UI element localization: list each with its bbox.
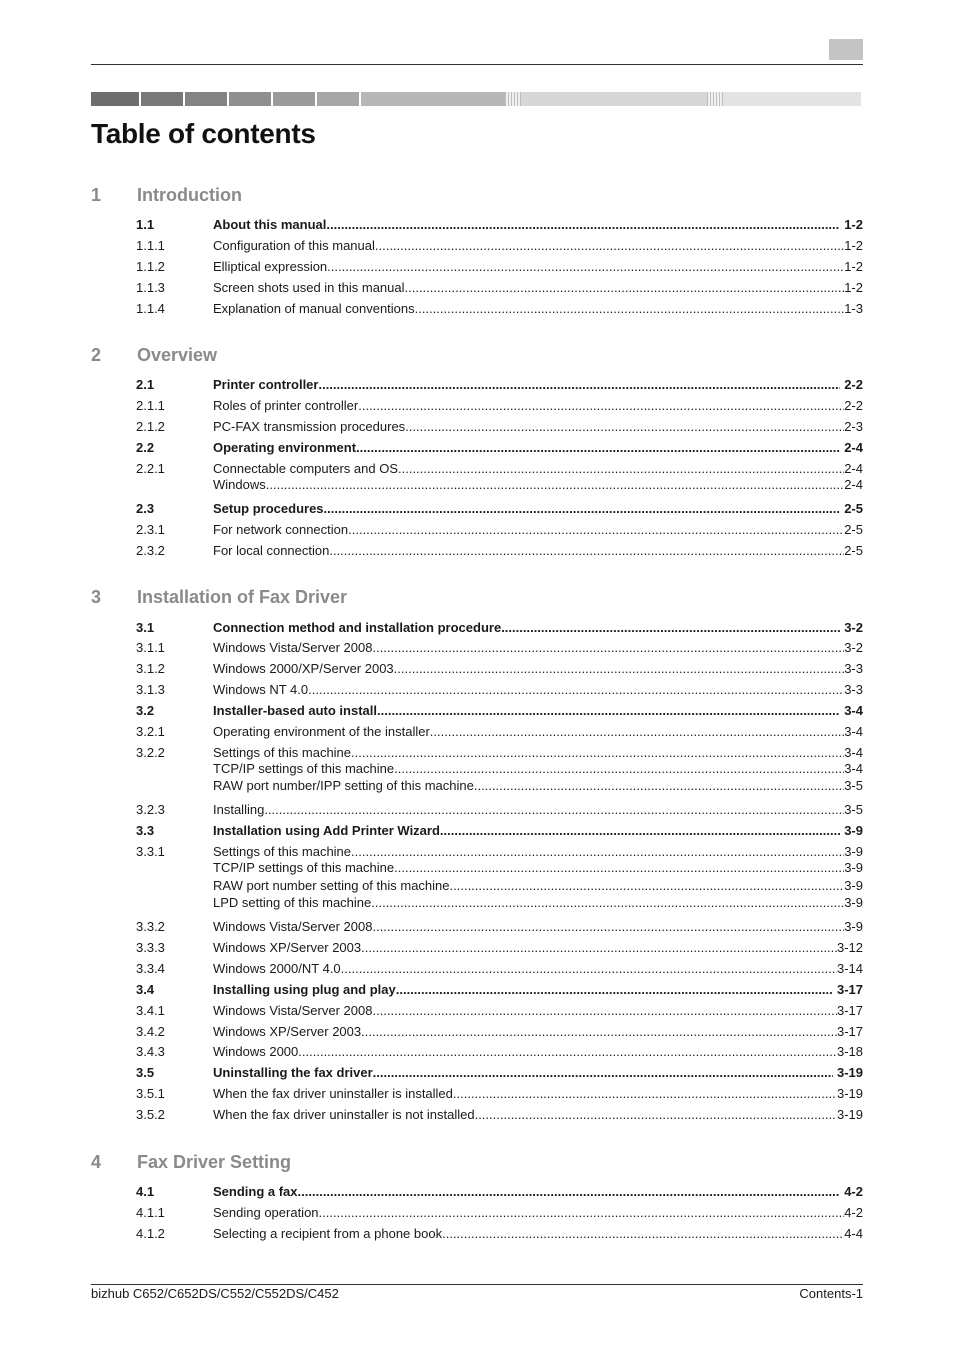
entry-label: About this manual [213, 217, 327, 232]
entry-page: 3-17 [836, 1024, 863, 1039]
entry-page: 3-18 [836, 1044, 863, 1059]
toc-entry[interactable] [136, 1204, 863, 1221]
dot-leader [394, 760, 844, 777]
entry-label: LPD setting of this machine [213, 895, 372, 910]
dot-leader [298, 1043, 837, 1060]
entry-number: 2.3.2 [136, 543, 165, 558]
dot-leader [375, 237, 844, 254]
entry-line [213, 981, 863, 998]
entry-number: 3.2.1 [136, 724, 165, 739]
toc-entry[interactable] [136, 777, 863, 794]
entry-line [213, 1225, 863, 1242]
entry-number: 3.2.2 [136, 745, 165, 760]
entry-line [213, 439, 863, 456]
decorative-bar-segment [229, 92, 271, 106]
entry-label: Connection method and installation procedure [213, 620, 502, 635]
entry-line [213, 376, 863, 393]
toc-entry[interactable] [136, 660, 863, 677]
dot-leader [324, 500, 841, 517]
entry-line [213, 500, 863, 517]
entry-line [213, 1023, 863, 1040]
toc-section-entry[interactable] [136, 1183, 863, 1200]
entry-label: Windows Vista/Server 2008 [213, 919, 373, 934]
entry-label: Windows 2000 [213, 1044, 299, 1059]
entry-label: RAW port number setting of this machine [213, 878, 450, 893]
dot-leader [372, 639, 844, 656]
entry-number: 3.3.2 [136, 919, 165, 934]
entry-page: 3-17 [836, 982, 863, 997]
entry-line [213, 300, 863, 317]
toc-entry[interactable] [136, 300, 863, 317]
dot-leader [394, 660, 845, 677]
entry-page: 3-9 [844, 895, 863, 910]
entry-page: 3-3 [844, 661, 863, 676]
chapter-title: Overview [137, 345, 218, 365]
entry-line [213, 681, 863, 698]
entry-number: 1.1.3 [136, 280, 165, 295]
dot-leader [351, 744, 844, 761]
toc-section-entry[interactable] [136, 500, 863, 517]
entry-label: Printer controller [213, 377, 319, 392]
entry-line [213, 960, 863, 977]
entry-number: 1.1.2 [136, 259, 165, 274]
dot-leader [361, 1023, 837, 1040]
dot-leader [394, 859, 844, 876]
entry-label: Setup procedures [213, 501, 324, 516]
header-tab-box [829, 39, 863, 60]
entry-label: Installer-based auto install [213, 703, 377, 718]
entry-label: Windows Vista/Server 2008 [213, 640, 373, 655]
entry-label: When the fax driver uninstaller is not installed [213, 1107, 475, 1122]
toc-entry[interactable] [136, 1023, 863, 1040]
entry-line [213, 258, 863, 275]
dot-leader [358, 397, 844, 414]
dot-leader [398, 460, 844, 477]
entry-page: 1-2 [844, 217, 863, 232]
entry-label: Selecting a recipient from a phone book [213, 1226, 443, 1241]
toc-entry[interactable] [136, 521, 863, 538]
entry-line [213, 760, 863, 777]
toc-entry[interactable] [136, 237, 863, 254]
entry-page: 4-2 [844, 1205, 863, 1220]
entry-page: 3-4 [844, 724, 863, 739]
dot-leader [264, 801, 844, 818]
decorative-bar-segment [505, 92, 521, 106]
entry-line [213, 542, 863, 559]
dot-leader [298, 1183, 841, 1200]
entry-number: 3.2 [136, 703, 155, 718]
entry-page: 3-9 [844, 823, 863, 838]
entry-number: 3.1.1 [136, 640, 165, 655]
chapter-title: Introduction [137, 185, 242, 205]
dot-leader [501, 619, 840, 636]
toc-entry[interactable] [136, 418, 863, 435]
entry-line [213, 279, 863, 296]
entry-label: Installing [213, 802, 265, 817]
decorative-bar-segment [141, 92, 183, 106]
entry-label: Sending a fax [213, 1184, 298, 1199]
entry-line [213, 1204, 863, 1221]
entry-line [213, 918, 863, 935]
entry-page: 3-5 [844, 802, 863, 817]
entry-line [213, 1106, 863, 1123]
chapter-title: Installation of Fax Driver [137, 587, 348, 607]
entry-number: 1.1.1 [136, 238, 165, 253]
entry-label: Connectable computers and OS [213, 461, 398, 476]
dot-leader [396, 981, 833, 998]
dot-leader [348, 521, 844, 538]
entry-label: Roles of printer controller [213, 398, 359, 413]
toc-entry[interactable] [136, 723, 863, 740]
entry-number: 3.1.2 [136, 661, 165, 676]
entry-page: 3-17 [836, 1003, 863, 1018]
entry-number: 1.1 [136, 217, 155, 232]
entry-line [213, 744, 863, 761]
entry-number: 2.3.1 [136, 522, 165, 537]
entry-label: Windows NT 4.0 [213, 682, 309, 697]
entry-page: 2-4 [844, 461, 863, 476]
dot-leader [372, 1002, 837, 1019]
toc-section-entry[interactable] [136, 702, 863, 719]
toc-entry[interactable] [136, 744, 863, 761]
toc-entry[interactable] [136, 894, 863, 911]
entry-page: 2-2 [844, 377, 863, 392]
toc-entry[interactable] [136, 1225, 863, 1242]
decorative-bar-segment [317, 92, 359, 106]
entry-label: Operating environment [213, 440, 357, 455]
entry-number: 3.5.1 [136, 1086, 165, 1101]
dot-leader [405, 418, 844, 435]
entry-line [213, 237, 863, 254]
entry-label: Windows Vista/Server 2008 [213, 1003, 373, 1018]
entry-line [213, 801, 863, 818]
dot-leader [373, 1064, 833, 1081]
entry-number: 3.3.4 [136, 961, 165, 976]
entry-number: 1.1.4 [136, 301, 165, 316]
entry-label: Settings of this machine [213, 844, 352, 859]
entry-number: 4.1 [136, 1184, 155, 1199]
entry-page: 3-19 [836, 1065, 863, 1080]
entry-line [213, 216, 863, 233]
toc-entry[interactable] [136, 397, 863, 414]
dot-leader [329, 542, 844, 559]
toc-entry[interactable] [136, 801, 863, 818]
decorative-bar-segment [273, 92, 315, 106]
decorative-bar-segment [361, 92, 505, 106]
chapter-heading [91, 345, 863, 367]
chapter-number: 2 [91, 345, 102, 365]
dot-leader [266, 476, 844, 493]
entry-number: 3.4.1 [136, 1003, 165, 1018]
entry-label: Sending operation [213, 1205, 319, 1220]
dot-leader [319, 1204, 845, 1221]
entry-line [213, 939, 863, 956]
entry-page: 3-4 [844, 745, 863, 760]
entry-page: 3-2 [844, 620, 863, 635]
toc-entry[interactable] [136, 918, 863, 935]
entry-number: 3.4 [136, 982, 155, 997]
dot-leader [440, 822, 840, 839]
entry-line [213, 639, 863, 656]
entry-page: 3-9 [844, 860, 863, 875]
chapter-heading [91, 1152, 863, 1174]
toc-entry[interactable] [136, 639, 863, 656]
entry-label: Windows [213, 477, 266, 492]
chapter-number: 1 [91, 185, 102, 205]
dot-leader [351, 843, 844, 860]
toc-entry[interactable] [136, 859, 863, 876]
entry-label: PC-FAX transmission procedures [213, 419, 406, 434]
toc-section-entry[interactable] [136, 1064, 863, 1081]
entry-label: Windows 2000/XP/Server 2003 [213, 661, 394, 676]
toc-entry[interactable] [136, 542, 863, 559]
toc-entry[interactable] [136, 1106, 863, 1123]
dot-leader [372, 918, 844, 935]
entry-label: TCP/IP settings of this machine [213, 761, 395, 776]
decorative-bar-segment [707, 92, 723, 106]
entry-page: 2-5 [844, 501, 863, 516]
dot-leader [450, 877, 845, 894]
toc-entry[interactable] [136, 279, 863, 296]
dot-leader [405, 279, 845, 296]
entry-label: Settings of this machine [213, 745, 352, 760]
entry-line [213, 1085, 863, 1102]
entry-label: Windows XP/Server 2003 [213, 940, 362, 955]
entry-page: 3-9 [844, 919, 863, 934]
decorative-bar-segment [91, 92, 139, 106]
dot-leader [361, 939, 837, 956]
entry-number: 2.3 [136, 501, 155, 516]
header-rule [91, 64, 863, 65]
dot-leader [442, 1225, 844, 1242]
entry-page: 2-5 [844, 522, 863, 537]
dot-leader [377, 702, 840, 719]
dot-leader [356, 439, 840, 456]
entry-line [213, 1002, 863, 1019]
entry-page: 3-4 [844, 761, 863, 776]
entry-page: 2-3 [844, 419, 863, 434]
chapter-heading [91, 587, 863, 609]
entry-label: TCP/IP settings of this machine [213, 860, 395, 875]
entry-number: 4.1.2 [136, 1226, 165, 1241]
entry-number: 3.5.2 [136, 1107, 165, 1122]
entry-line [213, 894, 863, 911]
page-title: Table of contents [91, 118, 316, 149]
dot-leader [371, 894, 844, 911]
entry-label: Uninstalling the fax driver [213, 1065, 373, 1080]
entry-label: Windows 2000/NT 4.0 [213, 961, 341, 976]
entry-label: Elliptical expression [213, 259, 328, 274]
entry-label: Windows XP/Server 2003 [213, 1024, 362, 1039]
entry-number: 4.1.1 [136, 1205, 165, 1220]
entry-label: Operating environment of the installer [213, 724, 430, 739]
entry-line [213, 859, 863, 876]
entry-number: 3.5 [136, 1065, 155, 1080]
entry-line [213, 777, 863, 794]
toc-section-entry[interactable] [136, 822, 863, 839]
entry-line [213, 843, 863, 860]
entry-line [213, 418, 863, 435]
toc-entry[interactable] [136, 681, 863, 698]
entry-number: 3.1.3 [136, 682, 165, 697]
toc-entry[interactable] [136, 1085, 863, 1102]
entry-number: 2.2 [136, 440, 155, 455]
entry-number: 3.3.1 [136, 844, 165, 859]
entry-number: 2.2.1 [136, 461, 165, 476]
toc-entry[interactable] [136, 258, 863, 275]
footer-page-number: Contents-1 [799, 1286, 863, 1301]
entry-label: Configuration of this manual [213, 238, 375, 253]
dot-leader [430, 723, 844, 740]
toc-entry[interactable] [136, 939, 863, 956]
toc-entry[interactable] [136, 760, 863, 777]
toc-entry[interactable] [136, 460, 863, 477]
entry-line [213, 1183, 863, 1200]
dot-leader [326, 216, 840, 233]
decorative-gradient-bar [91, 92, 863, 106]
toc-section-entry[interactable] [136, 981, 863, 998]
entry-line [213, 877, 863, 894]
entry-page: 4-2 [844, 1184, 863, 1199]
entry-page: 1-2 [844, 238, 863, 253]
entry-line [213, 460, 863, 477]
toc-entry[interactable] [136, 1002, 863, 1019]
footer-product-name: bizhub C652/C652DS/C552/C552DS/C452 [91, 1286, 339, 1301]
entry-page: 3-12 [836, 940, 863, 955]
entry-number: 3.1 [136, 620, 155, 635]
entry-page: 3-9 [844, 878, 863, 893]
entry-label: For local connection [213, 543, 330, 558]
entry-line [213, 397, 863, 414]
entry-line [213, 822, 863, 839]
entry-label: Explanation of manual conventions [213, 301, 415, 316]
dot-leader [453, 1085, 837, 1102]
entry-page: 2-4 [844, 477, 863, 492]
dot-leader [327, 258, 844, 275]
dot-leader [415, 300, 845, 317]
entry-page: 1-3 [844, 301, 863, 316]
entry-page: 3-5 [844, 778, 863, 793]
entry-page: 3-14 [836, 961, 863, 976]
entry-label: Installing using plug and play [213, 982, 396, 997]
entry-page: 4-4 [844, 1226, 863, 1241]
entry-page: 1-2 [844, 259, 863, 274]
entry-line [213, 1064, 863, 1081]
decorative-bar-segment [521, 92, 707, 106]
toc-section-entry[interactable] [136, 619, 863, 636]
entry-page: 2-5 [844, 543, 863, 558]
decorative-bar-segment [185, 92, 227, 106]
chapter-number: 4 [91, 1152, 102, 1172]
toc-section-entry[interactable] [136, 376, 863, 393]
entry-number: 3.3 [136, 823, 155, 838]
entry-number: 3.2.3 [136, 802, 165, 817]
chapter-title: Fax Driver Setting [137, 1152, 292, 1172]
entry-page: 3-2 [844, 640, 863, 655]
entry-page: 3-19 [836, 1107, 863, 1122]
toc-entry[interactable] [136, 476, 863, 493]
entry-number: 2.1.1 [136, 398, 165, 413]
entry-number: 3.3.3 [136, 940, 165, 955]
entry-line [213, 660, 863, 677]
entry-page: 3-19 [836, 1086, 863, 1101]
dot-leader [474, 777, 844, 794]
toc-section-entry[interactable] [136, 439, 863, 456]
entry-line [213, 702, 863, 719]
entry-page: 3-9 [844, 844, 863, 859]
decorative-bar-segment [723, 92, 861, 106]
toc-entry[interactable] [136, 843, 863, 860]
entry-number: 2.1.2 [136, 419, 165, 434]
toc-section-entry[interactable] [136, 216, 863, 233]
entry-label: When the fax driver uninstaller is installed [213, 1086, 453, 1101]
entry-label: RAW port number/IPP setting of this machine [213, 778, 474, 793]
entry-page: 2-4 [844, 440, 863, 455]
toc-entry[interactable] [136, 960, 863, 977]
entry-page: 1-2 [844, 280, 863, 295]
toc-entry[interactable] [136, 1043, 863, 1060]
entry-page: 3-4 [844, 703, 863, 718]
footer-rule [91, 1284, 863, 1285]
entry-page: 2-2 [844, 398, 863, 413]
entry-line [213, 619, 863, 636]
entry-line [213, 1043, 863, 1060]
entry-number: 3.4.3 [136, 1044, 165, 1059]
entry-line [213, 723, 863, 740]
chapter-heading [91, 185, 863, 207]
dot-leader [475, 1106, 837, 1123]
entry-label: For network connection [213, 522, 349, 537]
entry-label: Installation using Add Printer Wizard [213, 823, 440, 838]
toc-entry[interactable] [136, 877, 863, 894]
entry-line [213, 476, 863, 493]
chapter-number: 3 [91, 587, 102, 607]
entry-number: 3.4.2 [136, 1024, 165, 1039]
entry-line [213, 521, 863, 538]
dot-leader [341, 960, 837, 977]
entry-page: 3-3 [844, 682, 863, 697]
dot-leader [318, 376, 840, 393]
entry-label: Screen shots used in this manual [213, 280, 405, 295]
dot-leader [308, 681, 844, 698]
entry-number: 2.1 [136, 377, 155, 392]
